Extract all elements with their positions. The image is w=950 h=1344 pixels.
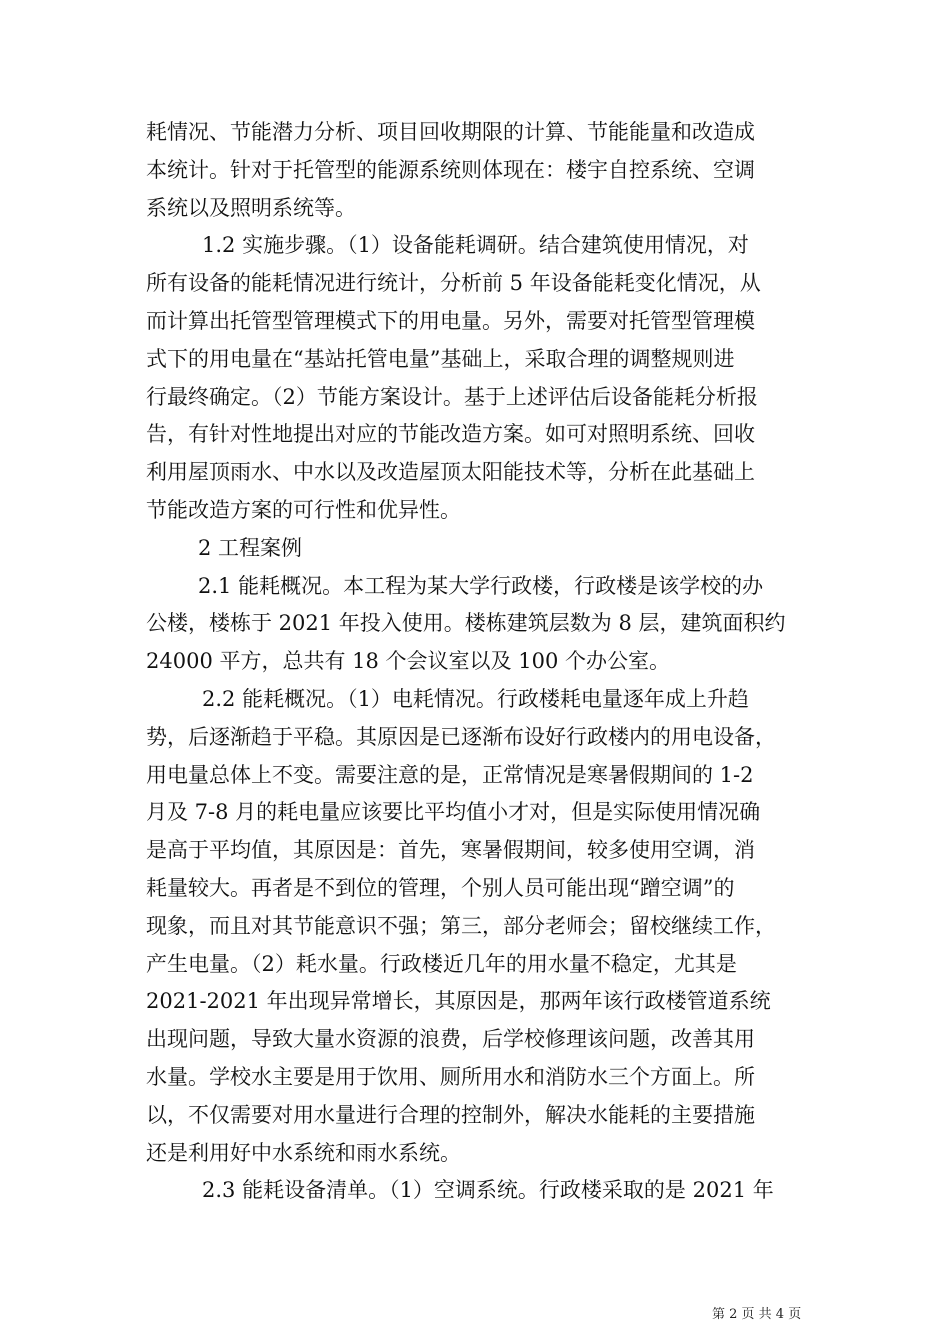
paragraph-start-line: 2.2 能耗概况。（1）电耗情况。行政楼耗电量逐年成上升趋: [202, 686, 749, 711]
text-line: 耗量较大。再者是不到位的管理，个别人员可能出现“蹭空调”的: [146, 875, 735, 900]
text-line: 势，后逐渐趋于平稳。其原因是已逐渐布设好行政楼内的用电设备，: [146, 724, 776, 749]
text-line: 出现问题，导致大量水资源的浪费，后学校修理该问题，改善其用: [146, 1027, 755, 1052]
document-body: [146, 114, 816, 1210]
text-line: 告，有针对性地提出对应的节能改造方案。如可对照明系统、回收: [146, 422, 755, 447]
text-line: 公楼，楼栋于 2021 年投入使用。楼栋建筑层数为 8 层，建筑面积约: [146, 611, 786, 636]
text-line: 行最终确定。（2）节能方案设计。基于上述评估后设备能耗分析报: [146, 384, 758, 409]
paragraph-start-line: 2.1 能耗概况。本工程为某大学行政楼，行政楼是该学校的办: [198, 573, 764, 598]
text-line: 式下的用电量在“基站托管电量”基础上，采取合理的调整规则进: [146, 346, 735, 371]
text-line: 产生电量。（2）耗水量。行政楼近几年的用水量不稳定，尤其是: [146, 951, 737, 976]
text-line: 现象，而且对其节能意识不强；第三，部分老师会；留校继续工作，: [146, 913, 776, 938]
text-line: 利用屋顶雨水、中水以及改造屋顶太阳能技术等，分析在此基础上: [146, 460, 755, 485]
text-line: 系统以及照明系统等。: [146, 195, 356, 220]
text-line: 用电量总体上不变。需要注意的是，正常情况是寒暑假期间的 1-2: [146, 762, 754, 787]
paragraph-start-line: 2.3 能耗设备清单。（1）空调系统。行政楼采取的是 2021 年: [202, 1178, 774, 1203]
section-heading: 2 工程案例: [198, 535, 303, 560]
text-line: 节能改造方案的可行性和优异性。: [146, 497, 461, 522]
text-line: 水量。学校水主要是用于饮用、厕所用水和消防水三个方面上。所: [146, 1064, 755, 1089]
text-line: 所有设备的能耗情况进行统计，分析前 5 年设备能耗变化情况，从: [146, 271, 761, 296]
text-line: 月及 7-8 月的耗电量应该要比平均值小才对，但是实际使用情况确: [146, 800, 761, 825]
text-line: 24000 平方，总共有 18 个会议室以及 100 个办公室。: [146, 649, 670, 674]
text-line: 2021-2021 年出现异常增长，其原因是，那两年该行政楼管道系统: [146, 989, 771, 1014]
text-line: 以，不仅需要对用水量进行合理的控制外，解决水能耗的主要措施: [146, 1102, 755, 1127]
text-line: 是高于平均值，其原因是：首先，寒暑假期间，较多使用空调，消: [146, 838, 755, 863]
page-number-footer: 第 2 页 共 4 页: [712, 1307, 802, 1322]
text-line: 本统计。针对于托管型的能源系统则体现在：楼宇自控系统、空调: [146, 157, 755, 182]
text-line: 还是利用好中水系统和雨水系统。: [146, 1140, 461, 1165]
paragraph-start-line: 1.2 实施步骤。（1）设备能耗调研。结合建筑使用情况，对: [202, 233, 749, 258]
text-line: 耗情况、节能潜力分析、项目回收期限的计算、节能能量和改造成: [146, 120, 755, 144]
text-line: 而计算出托管型管理模式下的用电量。另外，需要对托管型管理模: [146, 308, 755, 333]
